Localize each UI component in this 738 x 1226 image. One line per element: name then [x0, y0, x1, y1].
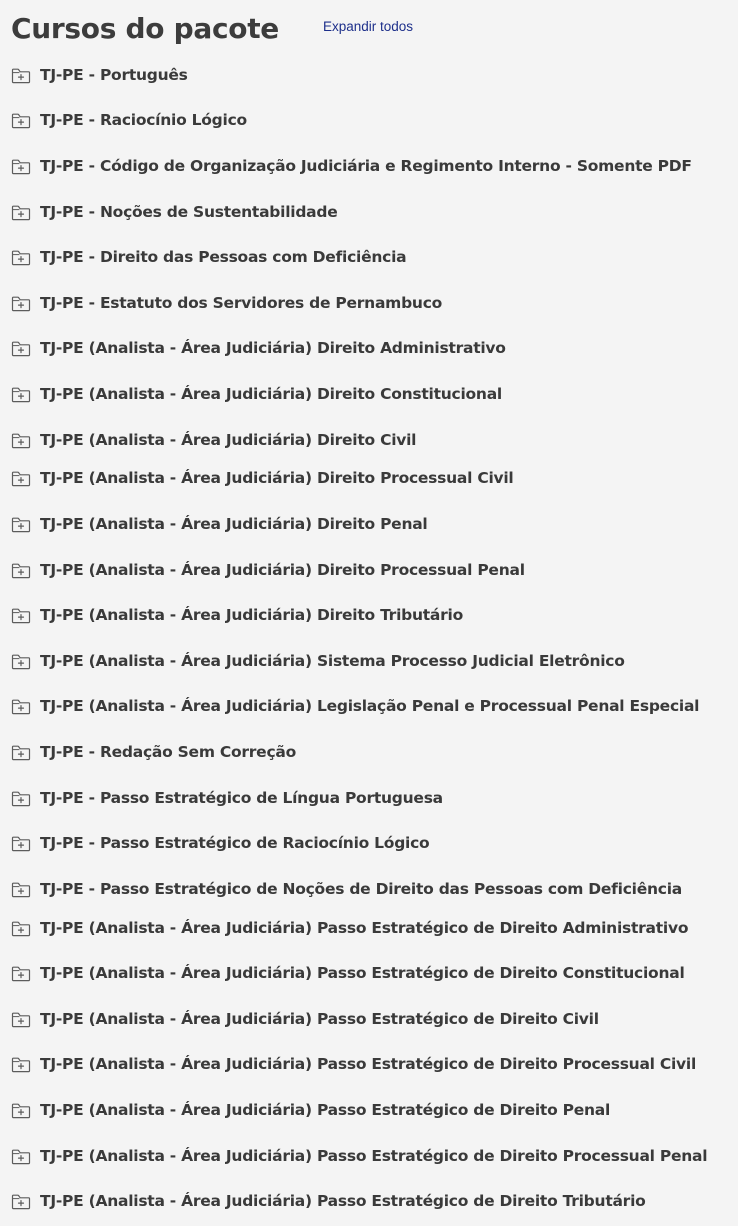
course-title: TJ-PE (Analista - Área Judiciária) Direito Tributário	[40, 606, 463, 624]
folder-plus-icon	[11, 204, 31, 221]
course-title: TJ-PE - Redação Sem Correção	[40, 743, 296, 761]
course-item[interactable]	[11, 557, 731, 583]
folder-plus-icon	[11, 653, 31, 670]
expand-all-link[interactable]: Expandir todos	[323, 19, 414, 34]
course-item[interactable]	[11, 465, 731, 491]
course-title: TJ-PE - Português	[40, 66, 188, 84]
course-title: TJ-PE (Analista - Área Judiciária) Passo Estratégico de Direito Tributário	[40, 1192, 646, 1210]
course-item[interactable]	[11, 739, 731, 765]
course-item[interactable]	[11, 648, 731, 674]
course-title: TJ-PE (Analista - Área Judiciária) Legislação Penal e Processual Penal Especial	[40, 697, 700, 715]
course-title: TJ-PE (Analista - Área Judiciária) Passo Estratégico de Direito Administrativo	[40, 919, 689, 937]
course-item[interactable]	[11, 107, 731, 133]
folder-plus-icon	[11, 607, 31, 624]
folder-plus-icon	[11, 835, 31, 852]
folder-plus-icon	[11, 1148, 31, 1165]
course-title: TJ-PE - Passo Estratégico de Noções de Direito das Pessoas com Deficiência	[40, 880, 682, 898]
course-title: TJ-PE - Direito das Pessoas com Deficiência	[40, 248, 407, 266]
folder-plus-icon	[11, 1056, 31, 1073]
course-item[interactable]	[11, 1097, 731, 1123]
course-title: TJ-PE (Analista - Área Judiciária) Direito Processual Civil	[40, 469, 514, 487]
course-item[interactable]	[11, 960, 731, 986]
course-item[interactable]	[11, 153, 731, 179]
folder-plus-icon	[11, 920, 31, 937]
folder-plus-icon	[11, 158, 31, 175]
folder-plus-icon	[11, 249, 31, 266]
course-title: TJ-PE (Analista - Área Judiciária) Direito Administrativo	[40, 339, 506, 357]
folder-plus-icon	[11, 698, 31, 715]
course-item[interactable]	[11, 1006, 731, 1032]
course-title: TJ-PE (Analista - Área Judiciária) Direito Civil	[40, 431, 417, 449]
course-item[interactable]	[11, 602, 731, 628]
course-title: TJ-PE - Estatuto dos Servidores de Pernambuco	[40, 294, 443, 312]
folder-plus-icon	[11, 790, 31, 807]
course-item[interactable]	[11, 381, 731, 407]
course-item[interactable]	[11, 693, 731, 719]
course-item[interactable]	[11, 62, 731, 88]
course-title: TJ-PE - Passo Estratégico de Língua Portuguesa	[40, 789, 443, 807]
course-title: TJ-PE - Código de Organização Judiciária e Regimento Interno - Somente PDF	[40, 157, 692, 175]
folder-plus-icon	[11, 67, 31, 84]
course-title: TJ-PE (Analista - Área Judiciária) Passo Estratégico de Direito Civil	[40, 1010, 599, 1028]
course-title: TJ-PE (Analista - Área Judiciária) Direito Constitucional	[40, 385, 502, 403]
course-title: TJ-PE (Analista - Área Judiciária) Passo Estratégico de Direito Penal	[40, 1101, 611, 1119]
folder-plus-icon	[11, 470, 31, 487]
course-title: TJ-PE - Raciocínio Lógico	[40, 111, 247, 129]
folder-plus-icon	[11, 881, 31, 898]
course-item[interactable]	[11, 427, 731, 453]
folder-plus-icon	[11, 295, 31, 312]
course-item[interactable]	[11, 830, 731, 856]
folder-plus-icon	[11, 965, 31, 982]
course-item[interactable]	[11, 290, 731, 316]
course-title: TJ-PE (Analista - Área Judiciária) Sistema Processo Judicial Eletrônico	[40, 652, 625, 670]
folder-plus-icon	[11, 1193, 31, 1210]
course-title: TJ-PE (Analista - Área Judiciária) Direito Penal	[40, 515, 428, 533]
folder-plus-icon	[11, 386, 31, 403]
folder-plus-icon	[11, 112, 31, 129]
course-item[interactable]	[11, 1051, 731, 1077]
page-title: Cursos do pacote	[11, 11, 279, 45]
course-item[interactable]	[11, 244, 731, 270]
folder-plus-icon	[11, 340, 31, 357]
folder-plus-icon	[11, 562, 31, 579]
course-item[interactable]	[11, 335, 731, 361]
folder-plus-icon	[11, 516, 31, 533]
folder-plus-icon	[11, 1011, 31, 1028]
course-title: TJ-PE (Analista - Área Judiciária) Passo Estratégico de Direito Constitucional	[40, 964, 685, 982]
course-title: TJ-PE - Noções de Sustentabilidade	[40, 203, 338, 221]
course-item[interactable]	[11, 785, 731, 811]
course-item[interactable]	[11, 511, 731, 537]
course-item[interactable]	[11, 1188, 731, 1214]
course-title: TJ-PE - Passo Estratégico de Raciocínio Lógico	[40, 834, 430, 852]
course-title: TJ-PE (Analista - Área Judiciária) Passo Estratégico de Direito Processual Civil	[40, 1055, 697, 1073]
course-item[interactable]	[11, 199, 731, 225]
course-title: TJ-PE (Analista - Área Judiciária) Passo Estratégico de Direito Processual Penal	[40, 1147, 708, 1165]
folder-plus-icon	[11, 1102, 31, 1119]
folder-plus-icon	[11, 744, 31, 761]
course-item[interactable]	[11, 876, 731, 902]
folder-plus-icon	[11, 432, 31, 449]
course-item[interactable]	[11, 915, 731, 941]
course-item[interactable]	[11, 1143, 731, 1169]
course-title: TJ-PE (Analista - Área Judiciária) Direito Processual Penal	[40, 561, 525, 579]
